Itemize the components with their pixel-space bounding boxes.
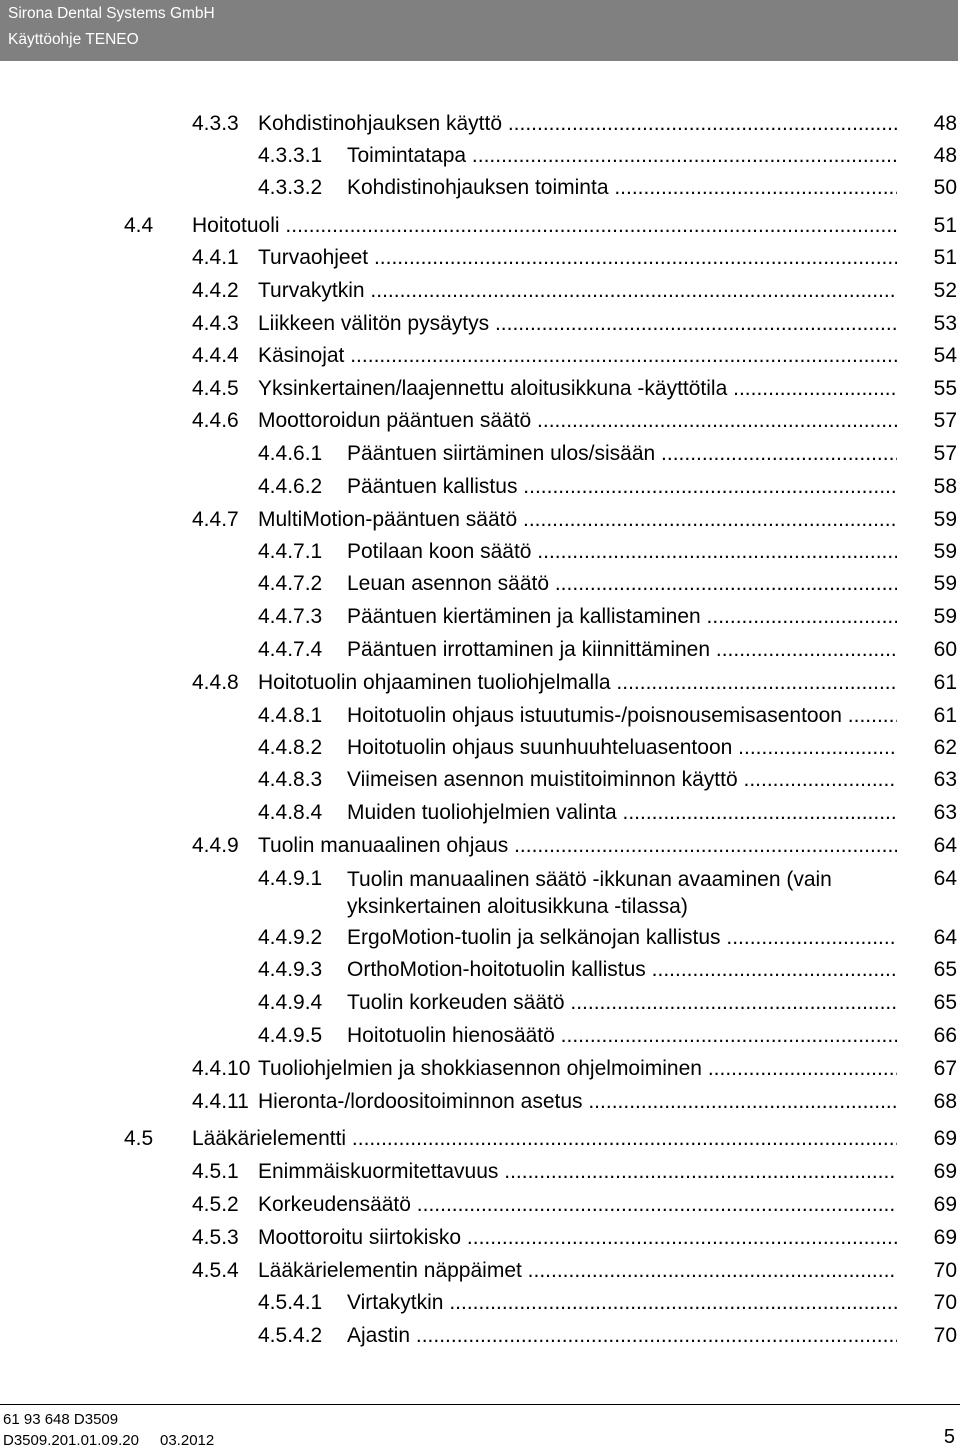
manual-title: Käyttöohje TENEO	[8, 31, 139, 48]
toc-entry-title: Leuan asennon säätö .....	[347, 571, 897, 597]
toc-entry-page: 61	[933, 671, 957, 694]
toc-entry[interactable]	[0, 343, 960, 369]
toc-entry-number: 4.5.1	[192, 1160, 239, 1183]
toc-entry-page: 63	[933, 768, 957, 791]
toc-entry-number: 4.4.8	[192, 671, 239, 694]
toc-entry-number: 4.5.4.1	[258, 1291, 323, 1314]
toc-entry[interactable]	[0, 213, 960, 239]
toc-entry-page: 53	[933, 312, 957, 335]
toc-entry-page: 70	[933, 1259, 957, 1282]
toc-entry-title: Lääkärielementti .....	[192, 1126, 897, 1152]
toc-entry-title: Tuoliohjelmien ja shokkiasennon ohjelmoiminen .....	[258, 1056, 897, 1082]
toc-entry[interactable]	[0, 637, 960, 663]
toc-entry-number: 4.4.6.1	[258, 442, 323, 465]
toc-entry[interactable]	[0, 1323, 960, 1349]
toc-entry-title: Liikkeen välitön pysäytys .....	[258, 311, 897, 337]
toc-entry[interactable]	[0, 539, 960, 565]
toc-entry-number: 4.4.2	[192, 279, 239, 302]
toc-entry[interactable]	[0, 990, 960, 1016]
toc-entry-number: 4.3.3.2	[258, 176, 323, 199]
toc-entry[interactable]	[0, 957, 960, 983]
toc-entry[interactable]	[0, 604, 960, 630]
footer-date: 03.2012	[160, 1432, 215, 1449]
toc-entry-title: Moottoroidun pääntuen säätö .....	[258, 408, 897, 434]
toc-entry-title: Turvakytkin .....	[258, 278, 897, 304]
toc-entry[interactable]	[0, 1290, 960, 1316]
toc-entry-page: 65	[933, 991, 957, 1014]
toc-entry-title: Pääntuen irrottaminen ja kiinnittäminen .....	[347, 637, 897, 663]
toc-entry-page: 48	[933, 144, 957, 167]
toc-entry-title: Moottoroitu siirtokisko .....	[258, 1225, 897, 1251]
toc-entry-page: 65	[933, 958, 957, 981]
toc-entry[interactable]	[0, 1159, 960, 1185]
toc-entry[interactable]	[0, 833, 960, 859]
toc-entry-page: 59	[933, 508, 957, 531]
toc-entry-page: 64	[933, 926, 957, 949]
toc-entry-title: Korkeudensäätö .....	[258, 1192, 897, 1218]
toc-entry-number: 4.4.10	[192, 1057, 251, 1080]
toc-entry-number: 4.4.9.3	[258, 958, 323, 981]
toc-entry-title: Turvaohjeet .....	[258, 245, 897, 271]
toc-entry[interactable]	[0, 441, 960, 467]
toc-entry-title: Hoitotuolin ohjaus suunhuuhteluasentoon .....	[347, 735, 897, 761]
toc-entry-page: 59	[933, 572, 957, 595]
toc-entry[interactable]	[0, 735, 960, 761]
toc-entry-number: 4.4.7.2	[258, 572, 323, 595]
toc-entry-title: Pääntuen kallistus .....	[347, 474, 897, 500]
toc-entry-number: 4.4.8.1	[258, 704, 323, 727]
toc-entry-page: 51	[933, 214, 957, 237]
toc-entry[interactable]	[0, 1192, 960, 1218]
toc-entry-number: 4.3.3.1	[258, 144, 323, 167]
toc-entry[interactable]	[0, 670, 960, 696]
toc-entry-page: 67	[933, 1057, 957, 1080]
toc-entry-title: Tuolin manuaalinen ohjaus .....	[258, 833, 897, 859]
toc-entry-title: MultiMotion-pääntuen säätö .....	[258, 507, 897, 533]
toc-entry-page: 59	[933, 540, 957, 563]
toc-entry-number: 4.4.11	[192, 1090, 249, 1113]
toc-entry-page: 60	[933, 638, 957, 661]
toc-entry-number: 4.5	[124, 1127, 154, 1150]
toc-entry[interactable]	[0, 925, 960, 951]
toc-entry-page: 61	[933, 704, 957, 727]
toc-entry-number: 4.4.8.2	[258, 736, 323, 759]
toc-entry[interactable]	[0, 1258, 960, 1284]
toc-entry[interactable]	[0, 703, 960, 729]
company-name: Sirona Dental Systems GmbH	[8, 5, 215, 22]
toc-entry[interactable]	[0, 1089, 960, 1115]
toc-entry-title: Kohdistinohjauksen toiminta .....	[347, 175, 897, 201]
toc-entry-number: 4.3.3	[192, 112, 239, 135]
toc-entry-page: 48	[933, 112, 957, 135]
toc-entry-number: 4.4.9.5	[258, 1024, 323, 1047]
toc-entry-page: 51	[933, 246, 957, 269]
toc-entry[interactable]	[0, 408, 960, 434]
toc-entry[interactable]	[0, 245, 960, 271]
toc-entry-title: Toimintatapa .....	[347, 143, 897, 169]
toc-entry-page: 64	[933, 834, 957, 857]
toc-entry-page: 66	[933, 1024, 957, 1047]
toc-entry-page: 70	[933, 1324, 957, 1347]
toc-entry-title: Tuolin korkeuden säätö .....	[347, 990, 897, 1016]
toc-entry-number: 4.4.7.3	[258, 605, 323, 628]
toc-entry-number: 4.4.9.2	[258, 926, 323, 949]
toc-entry-number: 4.4.8.3	[258, 768, 323, 791]
toc-entry-title: Tuolin manuaalinen säätö -ikkunan avaaminen (vain yksinkertainen aloitusikkuna -tilassa)	[347, 868, 832, 918]
toc-entry-title: Enimmäiskuormitettavuus .....	[258, 1159, 897, 1185]
toc-entry-title: Hoitotuoli .....	[192, 213, 897, 239]
toc-entry-page: 64	[933, 867, 957, 890]
toc-entry-title: Ajastin .....	[347, 1323, 897, 1349]
toc-entry-page: 62	[933, 736, 957, 759]
toc-entry[interactable]	[0, 1225, 960, 1251]
toc-entry-number: 4.4.1	[192, 246, 239, 269]
toc-entry-number: 4.4.9.4	[258, 991, 323, 1014]
toc-entry-title: Hoitotuolin ohjaus istuutumis-/poisnousemisasentoon .....	[347, 703, 897, 729]
footer-doc-number: 61 93 648 D3509	[3, 1411, 119, 1428]
toc-entry-number: 4.4.6	[192, 409, 239, 432]
toc-entry[interactable]	[0, 866, 960, 920]
toc-entry-title: Potilaan koon säätö .....	[347, 539, 897, 565]
toc-entry-page: 55	[933, 377, 957, 400]
toc-entry-title: Hoitotuolin hienosäätö .....	[347, 1023, 897, 1049]
toc-entry-page: 69	[933, 1160, 957, 1183]
toc-entry[interactable]	[0, 111, 960, 137]
toc-entry-number: 4.4.7.1	[258, 540, 323, 563]
toc-entry-page: 58	[933, 475, 957, 498]
toc-entry[interactable]	[0, 1126, 960, 1152]
toc-entry-number: 4.4.4	[192, 344, 239, 367]
toc-entry-page: 54	[933, 344, 957, 367]
toc-entry-title: Yksinkertainen/laajennettu aloitusikkuna -käyttötila .....	[258, 376, 897, 402]
toc-entry[interactable]	[0, 175, 960, 201]
toc-entry-title: Lääkärielementin näppäimet .....	[258, 1258, 897, 1284]
toc-entry[interactable]	[0, 376, 960, 402]
toc-entry-page: 70	[933, 1291, 957, 1314]
toc-entry[interactable]	[0, 311, 960, 337]
toc-entry-title: Hoitotuolin ohjaaminen tuoliohjelmalla .....	[258, 670, 897, 696]
toc-entry-page: 68	[933, 1090, 957, 1113]
toc-entry-number: 4.4.5	[192, 377, 239, 400]
toc-entry-title: Käsinojat .....	[258, 343, 897, 369]
toc-entry-title: Muiden tuoliohjelmien valinta .....	[347, 800, 897, 826]
footer-revision: D3509.201.01.09.20	[3, 1432, 139, 1449]
toc-entry[interactable]	[0, 278, 960, 304]
toc-entry[interactable]	[0, 507, 960, 533]
page-number: 5	[943, 1426, 955, 1448]
toc-entry-page: 69	[933, 1193, 957, 1216]
toc-entry[interactable]	[0, 571, 960, 597]
toc-entry-page: 57	[933, 409, 957, 432]
toc-entry-page: 63	[933, 801, 957, 824]
toc-entry-page: 59	[933, 605, 957, 628]
toc-entry[interactable]	[0, 767, 960, 793]
toc-entry[interactable]	[0, 1056, 960, 1082]
toc-entry-number: 4.4	[124, 214, 154, 237]
toc-entry-title: Kohdistinohjauksen käyttö .....	[258, 111, 897, 137]
toc-entry[interactable]	[0, 143, 960, 169]
toc-entry-title: Pääntuen kiertäminen ja kallistaminen .....	[347, 604, 897, 630]
toc-entry-title: Hieronta-/lordoositoiminnon asetus .....	[258, 1089, 897, 1115]
toc-entry-page: 52	[933, 279, 957, 302]
toc-entry-number: 4.4.9	[192, 834, 239, 857]
toc-entry[interactable]	[0, 800, 960, 826]
toc-entry-page: 57	[933, 442, 957, 465]
toc-entry[interactable]	[0, 474, 960, 500]
toc-entry-number: 4.4.7.4	[258, 638, 323, 661]
toc-entry-page: 50	[933, 176, 957, 199]
toc-entry-title: OrthoMotion-hoitotuolin kallistus .....	[347, 957, 897, 983]
toc-entry-number: 4.5.4	[192, 1259, 239, 1282]
toc-entry-number: 4.5.4.2	[258, 1324, 323, 1347]
toc-entry-title: Virtakytkin .....	[347, 1290, 897, 1316]
toc-entry-page: 69	[933, 1127, 957, 1150]
toc-entry[interactable]	[0, 1023, 960, 1049]
toc-entry-title: Pääntuen siirtäminen ulos/sisään .....	[347, 441, 897, 467]
toc-entry-number: 4.4.6.2	[258, 475, 323, 498]
toc-entry-number: 4.5.2	[192, 1193, 239, 1216]
toc-entry-number: 4.4.3	[192, 312, 239, 335]
toc-entry-number: 4.4.8.4	[258, 801, 323, 824]
toc-entry-number: 4.4.7	[192, 508, 239, 531]
toc-entry-number: 4.5.3	[192, 1226, 239, 1249]
toc-entry-number: 4.4.9.1	[258, 867, 323, 890]
toc-entry-title: ErgoMotion-tuolin ja selkänojan kallistus .....	[347, 925, 897, 951]
toc-entry-title: Viimeisen asennon muistitoiminnon käyttö .....	[347, 767, 897, 793]
footer-divider	[0, 1404, 960, 1405]
toc-entry-page: 69	[933, 1226, 957, 1249]
